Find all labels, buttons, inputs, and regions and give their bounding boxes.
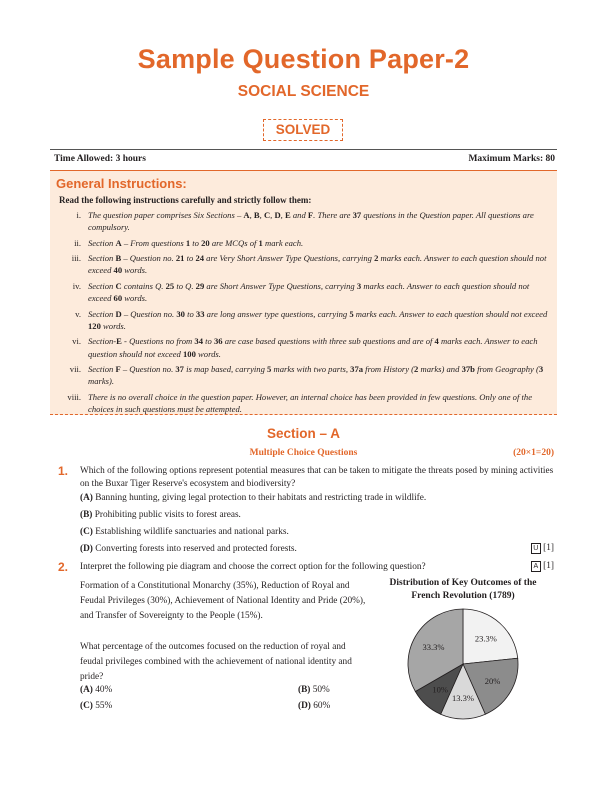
emphasis: 29	[195, 280, 205, 291]
instruction-item	[50, 252, 557, 276]
question-1-option-d	[80, 544, 297, 554]
emphasis: C	[115, 280, 122, 291]
instruction-text: Section C contains Q. 25 to Q. 29 are Short Answer Type Questions, carrying 3 marks each. Answer to each question should not exceed 60 words.	[88, 280, 530, 304]
option-label: (D)	[80, 544, 93, 554]
divider	[50, 149, 557, 150]
instructions-list	[50, 209, 557, 418]
instruction-item	[50, 237, 557, 249]
emphasis: 5	[267, 364, 272, 375]
option-label: (C)	[80, 701, 93, 711]
pie-slice-label: 13.3%	[452, 693, 474, 704]
emphasis: 25	[165, 280, 175, 291]
instruction-text: Section D – Question no. 30 to 33 are long answer type questions, carrying 5 marks each. Answer to each question should not exceed 120 words.	[88, 308, 548, 331]
emphasis: 24	[195, 253, 205, 264]
instruction-item	[50, 391, 557, 415]
question-2-option-b	[298, 685, 330, 695]
instruction-text: Section F – Question no. 37 is map based, carrying 5 marks with two parts, 37a from History (2 marks) and 37b from Geography (3 marks).	[88, 364, 544, 387]
emphasis: 2	[414, 364, 419, 375]
emphasis: 100	[183, 348, 196, 359]
section-title: Section – A	[266, 426, 341, 441]
option-text: 55%	[95, 701, 113, 711]
time-allowed: Time Allowed: 3 hours	[54, 154, 146, 164]
question-2-marks	[531, 561, 554, 572]
question-type-tag: U	[531, 543, 541, 554]
option-text: Establishing wildlife sanctuaries and national parks.	[95, 527, 289, 537]
emphasis: 120	[88, 320, 101, 331]
instruction-text: Section-E - Questions no from 34 to 36 are case based questions with three sub questions and are of 4 marks each. Answer to each question should not exceed 100 words.	[88, 336, 538, 359]
question-2-option-d	[298, 701, 330, 711]
emphasis: 37	[175, 364, 184, 375]
emphasis: A	[243, 210, 250, 220]
question-1-text: Which of the following options represent potential measures that can be taken to mitigate the threats posed by mining activities on the Buxar Tiger Reserve's ecosystem and biodiversity?	[80, 466, 554, 489]
emphasis: F	[307, 210, 314, 220]
instruction-number: i.	[76, 210, 81, 220]
instruction-item	[50, 280, 557, 304]
instruction-number: v.	[75, 308, 81, 319]
chart-title-line-2: French Revolution (1789)	[411, 591, 515, 601]
instructions-lead: Read the following instructions carefully and strictly follow them:	[59, 195, 312, 205]
emphasis: 37a	[350, 364, 364, 375]
subject-title: SOCIAL SCIENCE	[237, 83, 370, 100]
emphasis: 3	[356, 280, 362, 291]
section-subtitle: Multiple Choice Questions	[249, 448, 358, 458]
option-text: 60%	[313, 701, 331, 711]
option-text: 50%	[312, 685, 330, 695]
instruction-text: Section A – From questions 1 to 20 are MCQs of 1 mark each.	[88, 237, 304, 248]
option-text: Converting forests into reserved and protected forests.	[95, 544, 297, 554]
emphasis: E	[284, 210, 291, 220]
emphasis: 4	[434, 336, 439, 347]
paper-title: Sample Question Paper-2	[137, 44, 470, 74]
emphasis: 40	[113, 265, 123, 276]
pie-slice-label: 33.3%	[422, 641, 445, 652]
emphasis: D	[115, 308, 122, 319]
emphasis: 21	[175, 253, 185, 264]
emphasis: 34	[194, 336, 203, 347]
emphasis: 36	[213, 336, 223, 347]
emphasis: 33	[195, 308, 205, 319]
option-text: Prohibiting public visits to forest areas.	[94, 510, 241, 520]
pie-slice-label: 10%	[432, 684, 448, 695]
question-2-text: Interpret the following pie diagram and choose the correct option for the following question?	[80, 562, 426, 572]
emphasis: 37b	[461, 364, 475, 375]
pie-chart-svg	[366, 574, 561, 724]
emphasis: D	[274, 210, 281, 220]
emphasis: B	[253, 210, 260, 220]
emphasis: F	[115, 364, 121, 375]
emphasis: 30	[176, 308, 185, 319]
chart-title-line-1: Distribution of Key Outcomes of the	[389, 578, 537, 588]
general-instructions-box	[50, 170, 557, 415]
instruction-number: iii.	[71, 253, 81, 264]
option-label: (A)	[80, 493, 93, 503]
question-2-option-c	[80, 701, 112, 711]
option-label: (A)	[80, 685, 93, 695]
emphasis: A	[115, 237, 122, 248]
question-1-option-a	[80, 493, 426, 503]
instruction-number: vi.	[72, 336, 81, 347]
pie-chart	[366, 574, 561, 724]
marks-label: [1]	[543, 543, 554, 553]
option-label: (C)	[80, 527, 93, 537]
instruction-text: The question paper comprises Six Sections – A, B, C, D, E and F. There are 37 questions in the Question paper. All questions are compulsory.	[88, 210, 534, 233]
question-2-context: Formation of a Constitutional Monarchy (35%), Reduction of Royal and Feudal Privileges (30%), Achievement of National Identity and Pride (20%), and Transfer of Sovereignty to the People (15%).	[80, 581, 366, 621]
instruction-number: viii.	[67, 391, 81, 402]
emphasis: 20	[201, 237, 210, 248]
option-text: Banning hunting, giving legal protection to their habitats and restricting trade in wildlife.	[95, 493, 427, 503]
instruction-item	[50, 363, 557, 387]
question-1-marks	[531, 543, 554, 554]
emphasis: 60	[113, 293, 123, 304]
question-1-number: 1.	[58, 464, 69, 478]
option-text: 40%	[95, 685, 113, 695]
instruction-text: Section B – Question no. 21 to 24 are Very Short Answer Type Questions, carrying 2 marks each. Answer to each question should not exceed 40 words.	[88, 253, 547, 276]
instruction-number: ii.	[74, 237, 81, 248]
option-label: (D)	[298, 701, 311, 711]
emphasis: 1	[258, 237, 263, 248]
instruction-item	[50, 308, 557, 332]
marks-label: [1]	[543, 561, 554, 571]
emphasis: B	[115, 253, 122, 264]
pie-slice-label: 20%	[484, 676, 501, 687]
emphasis: 37	[352, 210, 362, 220]
emphasis: 5	[349, 308, 354, 319]
instruction-number: vii.	[69, 364, 81, 375]
question-2-number: 2.	[58, 560, 69, 574]
maximum-marks: Maximum Marks: 80	[468, 154, 555, 164]
section-marks: (20×1=20)	[513, 448, 554, 458]
question-2-option-a	[80, 685, 112, 695]
instructions-heading: General Instructions:	[56, 176, 187, 191]
question-1-option-b	[80, 510, 241, 520]
question-1-option-c	[80, 527, 289, 537]
option-label: (B)	[80, 510, 93, 520]
instruction-text: There is no overall choice in the question paper. However, an internal choice has been provided in few questions. Only one of the choices in such questions must be attempted.	[88, 391, 533, 414]
emphasis: 3	[538, 364, 544, 375]
instruction-item	[50, 335, 557, 359]
pie-slice-label: 23.3%	[474, 633, 497, 644]
solved-badge: SOLVED	[263, 119, 343, 141]
emphasis: C	[263, 210, 271, 220]
question-2-prompt: What percentage of the outcomes focused on the reduction of royal and feudal privileges combined with the achievement of national identity and pride?	[80, 642, 352, 682]
option-label: (B)	[298, 685, 311, 695]
emphasis: 1	[185, 237, 191, 248]
emphasis: 2	[374, 253, 379, 264]
question-type-tag: A	[531, 561, 541, 572]
emphasis: E	[116, 336, 122, 347]
instruction-item	[50, 209, 557, 233]
instruction-number: iv.	[72, 280, 81, 291]
